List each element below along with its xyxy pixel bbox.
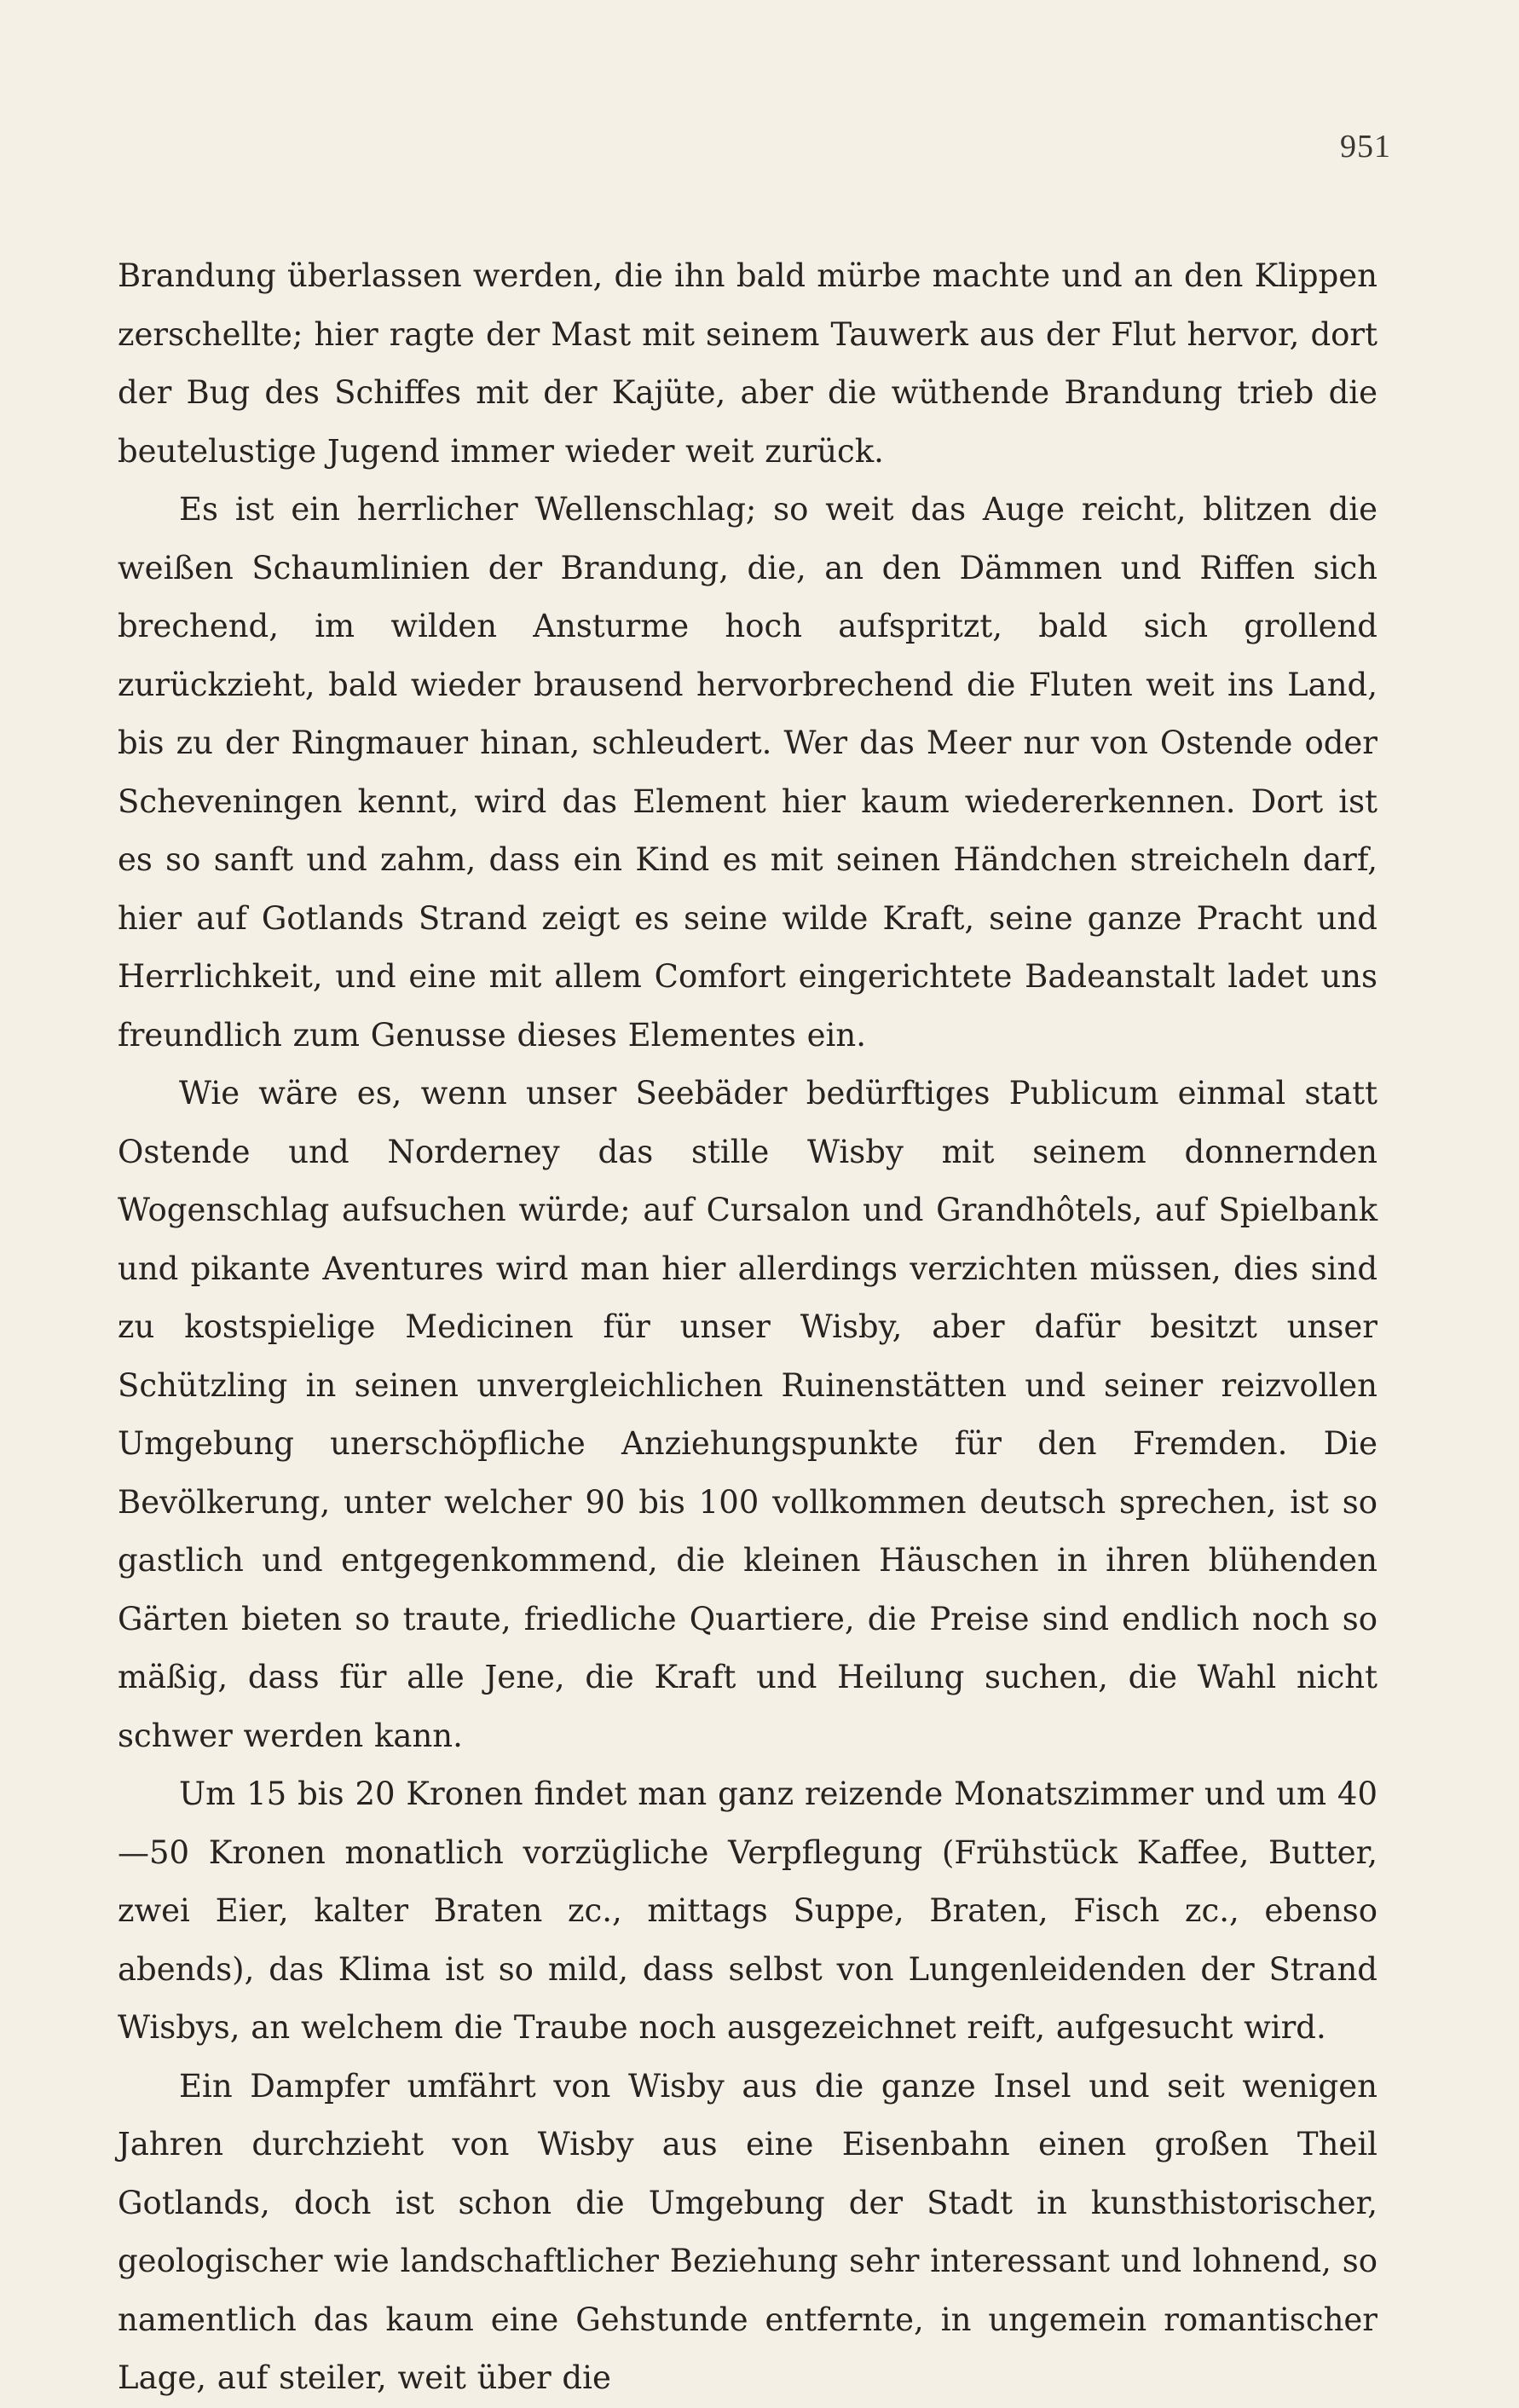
paragraph-5: Ein Dampfer umfährt von Wisby aus die ganze Insel und seit wenigen Jahren durchzieht von Wisby aus eine Eisenbahn einen großen Theil Gotlands, doch ist schon die Umgebung der Stadt in kunsthistorischer, geologischer wie landschaftlicher Beziehung sehr interessant und lohnend, so namentlich das kaum eine Gehstunde entfernte, in ungemein romantischer Lage, auf steiler, weit über die	[118, 2067, 1377, 2396]
body-text	[118, 247, 1377, 2408]
page-number: 951	[1340, 129, 1391, 165]
paragraph-3: Wie wäre es, wenn unser Seebäder bedürftiges Publicum einmal statt Ostende und Norderney das stille Wisby mit seinem donnernden Wogenschlag aufsuchen würde; auf Cursalon und Grandhôtels, auf Spielbank und pikante Aventures wird man hier allerdings verzichten müssen, dies sind zu kostspielige Medicinen für unser Wisby, aber dafür besitzt unser Schützling in seinen unvergleichlichen Ruinenstätten und seiner reizvollen Umgebung unerschöpfliche Anziehungspunkte für den Fremden. Die Bevölkerung, unter welcher 90 bis 100 vollkommen deutsch sprechen, ist so gastlich und entgegenkommend, die kleinen Häuschen in ihren blühenden Gärten bieten so traute, friedliche Quartiere, die Preise sind endlich noch so mäßig, dass für alle Jene, die Kraft und Heilung suchen, die Wahl nicht schwer werden kann.	[118, 1075, 1377, 1754]
paragraph-2: Es ist ein herrlicher Wellenschlag; so weit das Auge reicht, blitzen die weißen Schaumlinien der Brandung, die, an den Dämmen und Riffen sich brechend, im wilden Ansturme hoch aufspritzt, bald sich grollend zurückzieht, bald wieder brausend hervorbrechend die Fluten weit ins Land, bis zu der Ringmauer hinan, schleudert. Wer das Meer nur von Ostende oder Scheveningen kennt, wird das Element hier kaum wiedererkennen. Dort ist es so sanft und zahm, dass ein Kind es mit seinen Händchen streicheln darf, hier auf Gotlands Strand zeigt es seine wilde Kraft, seine ganze Pracht und Herrlichkeit, und eine mit allem Comfort eingerichtete Badeanstalt ladet uns freundlich zum Genusse dieses Elementes ein.	[118, 491, 1377, 1054]
paragraph-4: Um 15 bis 20 Kronen findet man ganz reizende Monatszimmer und um 40—50 Kronen monatlich vorzügliche Verpflegung (Frühstück Kaffee, Butter, zwei Eier, kalter Braten zc., mittags Suppe, Braten, Fisch zc., ebenso abends), das Klima ist so mild, dass selbst von Lungenleidenden der Strand Wisbys, an welchem die Traube noch ausgezeichnet reift, aufgesucht wird.	[118, 1776, 1377, 2046]
paragraph-1: Brandung überlassen werden, die ihn bald mürbe machte und an den Klippen zerschellte; hier ragte der Mast mit seinem Tauwerk aus der Flut hervor, dort der Bug des Schiffes mit der Kajüte, aber die wüthende Brandung trieb die beutelustige Jugend immer wieder weit zurück.	[118, 257, 1377, 470]
